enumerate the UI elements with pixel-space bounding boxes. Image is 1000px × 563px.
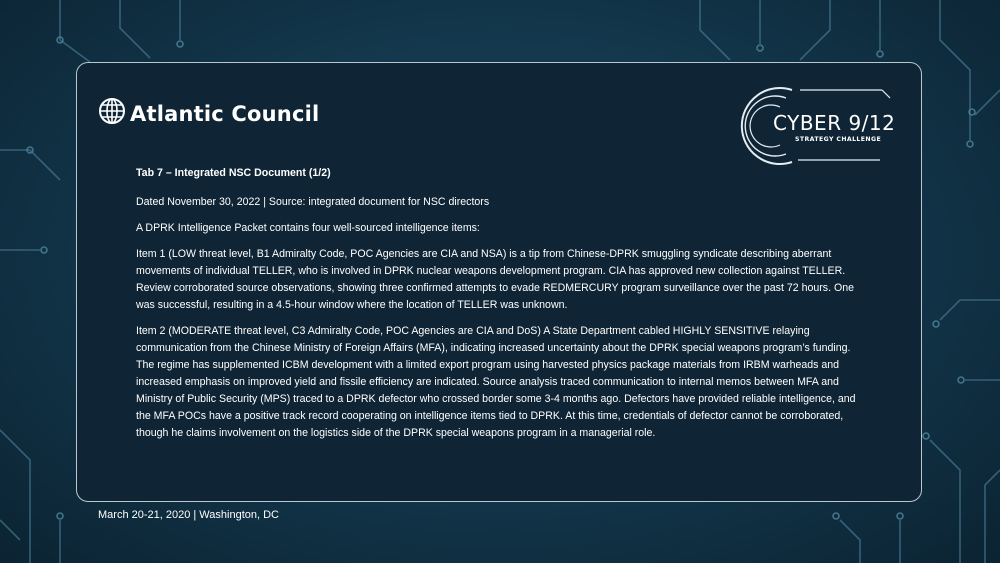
document-intro: A DPRK Intelligence Packet contains four well-sourced intelligence items: bbox=[136, 222, 480, 234]
event-logo-subtitle: STRATEGY CHALLENGE bbox=[795, 136, 882, 143]
document-body bbox=[136, 165, 864, 451]
org-name: Atlantic Council bbox=[130, 102, 320, 126]
event-logo-title: CYBER 9/12 bbox=[773, 111, 896, 135]
intel-item-1: Item 1 (LOW threat level, B1 Admiralty Code, POC Agencies are CIA and NSA) is a tip from Chinese-DPRK smuggling syndicate describing aberrant movements of individual TELLER, who is involved in DPRK nuclear weapons development program. CIA has approved new collection against TELLER. Review corroborated source observations, showing three confirmed attempts to evade REDMERCURY program surveillance over the past 72 hours. One was successful, resulting in a 4.5-hour window where the location of TELLER was unknown. bbox=[136, 248, 854, 311]
document-dateline: Dated November 30, 2022 | Source: integrated document for NSC directors bbox=[136, 196, 490, 208]
atlantic-council-logo bbox=[98, 96, 319, 126]
document-title: Tab 7 – Integrated NSC Document (1/2) bbox=[136, 167, 331, 179]
intel-item-2: Item 2 (MODERATE threat level, C3 Admiralty Code, POC Agencies are CIA and DoS) A State Department cabled HIGHLY SENSITIVE relaying communication from the Chinese Ministry of Foreign Affairs (MFA), indicating increased uncertainty about the DPRK special weapons program’s funding. The regime has supplemented ICBM development with a limited export program using harvested physics package materials from IRBM warheads and increased emphasis on improved yield and fissile efficiency are indicated. Source analysis traced communication to internal memos between MFA and Ministry of Public Security (MPS) traced to a DPRK defector who crossed border some 3-4 months ago. Defectors have provided reliable intelligence, and the MFA POCs have a positive track record cooperating on intelligence items tied to DPRK. At this time, credentials of defector cannot be corroborated, though he claims involvement on the logistics side of the DPRK special weapons program in a managerial role. bbox=[136, 325, 856, 439]
cyber-912-logo bbox=[740, 80, 900, 170]
event-footer: March 20-21, 2020 | Washington, DC bbox=[98, 509, 279, 521]
globe-icon bbox=[98, 97, 126, 125]
